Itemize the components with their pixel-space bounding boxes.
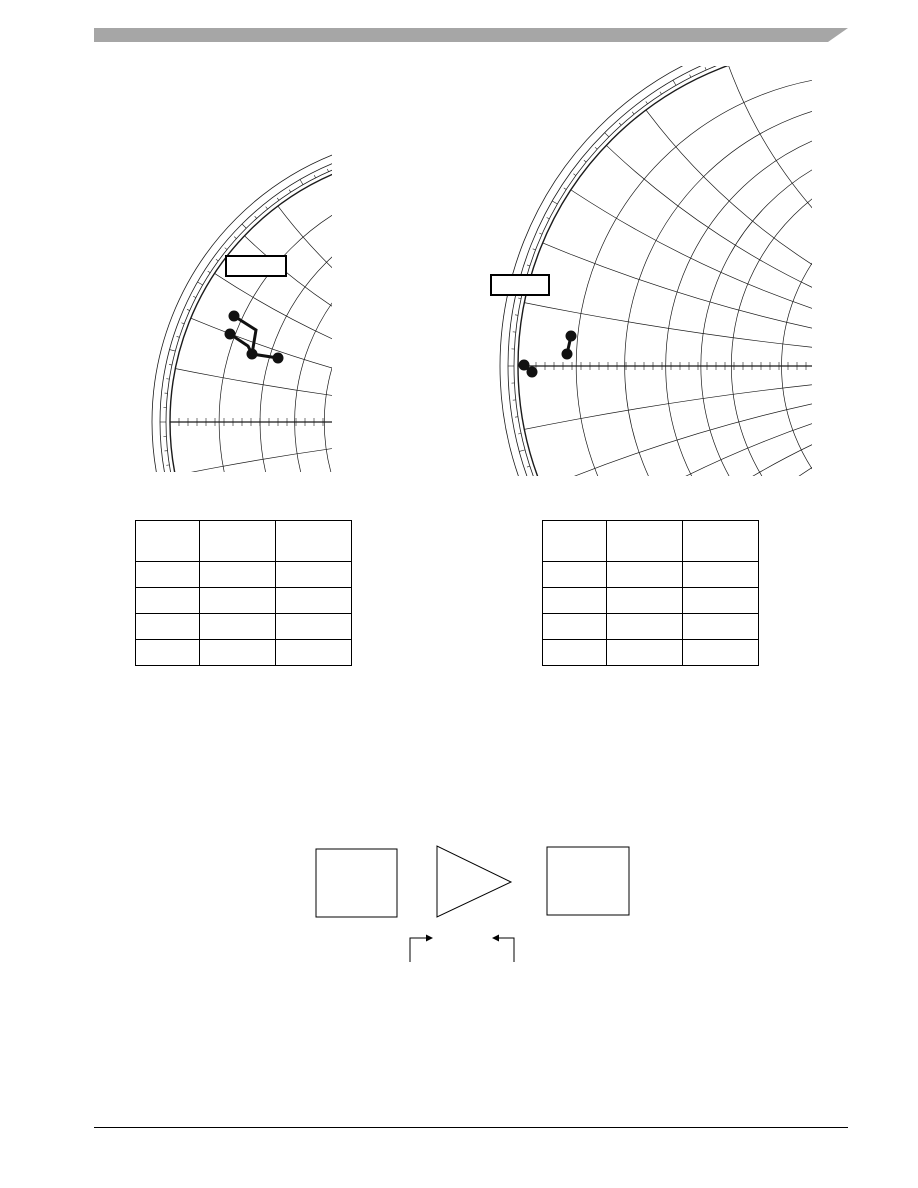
resistance-circle [219,177,332,472]
scale-tick [547,218,550,219]
resistance-circle [576,75,812,476]
trace-point [528,368,536,376]
reactance-arc [170,422,332,472]
trace-point [563,350,571,358]
resistance-circle [731,153,812,476]
smith-chart-right-graphic [428,66,812,476]
scale-tick [619,123,621,125]
scale-tick [289,190,291,193]
scale-tick [632,112,634,114]
scale-tick [552,201,557,204]
reactance-arc [701,366,812,476]
trace-point [248,350,256,358]
amplifier-block-diagram [300,840,640,970]
trace-point [567,332,575,340]
trace-point [274,354,282,362]
scale-tick [225,248,227,250]
scale-tick [527,265,530,266]
table-cell [136,588,200,614]
reactance-arc [518,366,812,476]
table-cell [607,562,683,588]
reactance-arc [150,422,332,472]
table-header-row [136,521,352,562]
reactance-arc [428,366,812,476]
scale-tick [187,309,190,310]
table-cell [136,614,200,640]
scale-tick [266,207,268,209]
scale-tick [518,433,521,434]
smith-chart-left-trace [226,312,282,362]
header-bar [94,28,848,42]
scale-tick [242,224,246,228]
trace-point [226,330,234,338]
scale-tick [573,174,575,176]
table-header-cell [543,521,607,562]
table-cell [683,588,759,614]
reactance-arc [150,422,332,472]
table-cell [683,562,759,588]
table-cell [200,614,276,640]
reactance-arc [518,66,812,366]
amplifier-triangle-icon [437,846,511,917]
smith-chart-right-label-box [491,275,549,295]
scale-tick [277,198,279,200]
table-cell [200,588,276,614]
table-header-cell [607,521,683,562]
scale-tick [181,323,184,324]
table-row [543,640,759,666]
scale-tick [193,296,196,297]
table-row [136,640,352,666]
resistance-circle [701,137,812,476]
smith-chart-right [428,66,812,476]
scale-tick [584,160,586,162]
scale-tick [169,364,172,365]
reactance-arc [428,66,812,366]
resistance-circle [324,229,332,472]
scale-tick [564,188,567,190]
scale-tick [170,350,176,352]
trace-point [520,361,528,369]
table-cell [200,640,276,666]
output-matching-network-block [547,847,629,915]
header-bar-shape [94,28,848,42]
scale-tick [234,237,236,239]
table-header-cell [136,521,200,562]
table-cell [276,640,352,666]
scale-tick [533,249,536,250]
scale-tick [690,75,691,78]
table-header-cell [683,521,759,562]
smith-chart-left-grid [150,122,332,472]
table-row [543,588,759,614]
table-cell [607,640,683,666]
impedance-table-left [135,520,352,666]
resistance-circle [260,197,332,472]
scale-tick [673,80,676,85]
reactance-arc [428,66,812,366]
scale-tick [705,67,706,70]
reactance-arc [324,122,332,422]
scale-tick [595,147,597,149]
corner-arrow-left-icon [492,935,514,963]
reactance-arc [150,422,332,472]
smith-chart-left-label-box [226,256,286,276]
table-header-cell [276,521,352,562]
footer-rule [94,1127,848,1128]
scale-ring [166,148,332,472]
scale-tick [314,175,315,178]
scale-tick [327,169,328,172]
smith-chart-left-graphic [150,122,332,472]
table-cell [607,614,683,640]
table-cell [683,614,759,640]
scale-tick [646,101,648,103]
scale-tick [255,216,257,218]
smith-chart-right-grid [428,66,812,476]
table-row [543,562,759,588]
table-cell [136,562,200,588]
table-cell [543,614,607,640]
scale-tick [177,336,180,337]
table-cell [200,562,276,588]
corner-arrow-right-icon [410,935,433,963]
table-cell [683,640,759,666]
reactance-arc [428,66,812,366]
scale-tick [605,133,609,137]
table-cell [276,588,352,614]
table-header-cell [200,521,276,562]
reactance-arc [324,422,332,472]
scale-tick [208,271,211,273]
scale-tick [518,298,521,299]
scale-tick [527,466,530,467]
table-row [136,562,352,588]
table-cell [543,588,607,614]
table-row [136,588,352,614]
table-cell [543,562,607,588]
scale-tick [300,180,303,185]
scale-tick [216,259,218,261]
reactance-arc [428,66,812,366]
scale-tick [539,233,542,234]
impedance-table-right [542,520,759,666]
table-cell [607,588,683,614]
table-cell [276,562,352,588]
reactance-arc [701,66,812,366]
input-matching-network-block [316,849,397,917]
table-cell [276,614,352,640]
reactance-arc [150,422,332,472]
table-row [136,614,352,640]
scale-tick [198,282,203,285]
trace-point [230,312,238,320]
table-cell [136,640,200,666]
smith-chart-right-trace [520,332,575,376]
resistance-circle [295,214,332,472]
scale-tick [519,450,525,452]
scale-ring [500,66,812,476]
table-cell [543,640,607,666]
smith-chart-left [150,122,332,472]
table-row [543,614,759,640]
scale-tick [660,92,662,95]
table-header-row [543,521,759,562]
